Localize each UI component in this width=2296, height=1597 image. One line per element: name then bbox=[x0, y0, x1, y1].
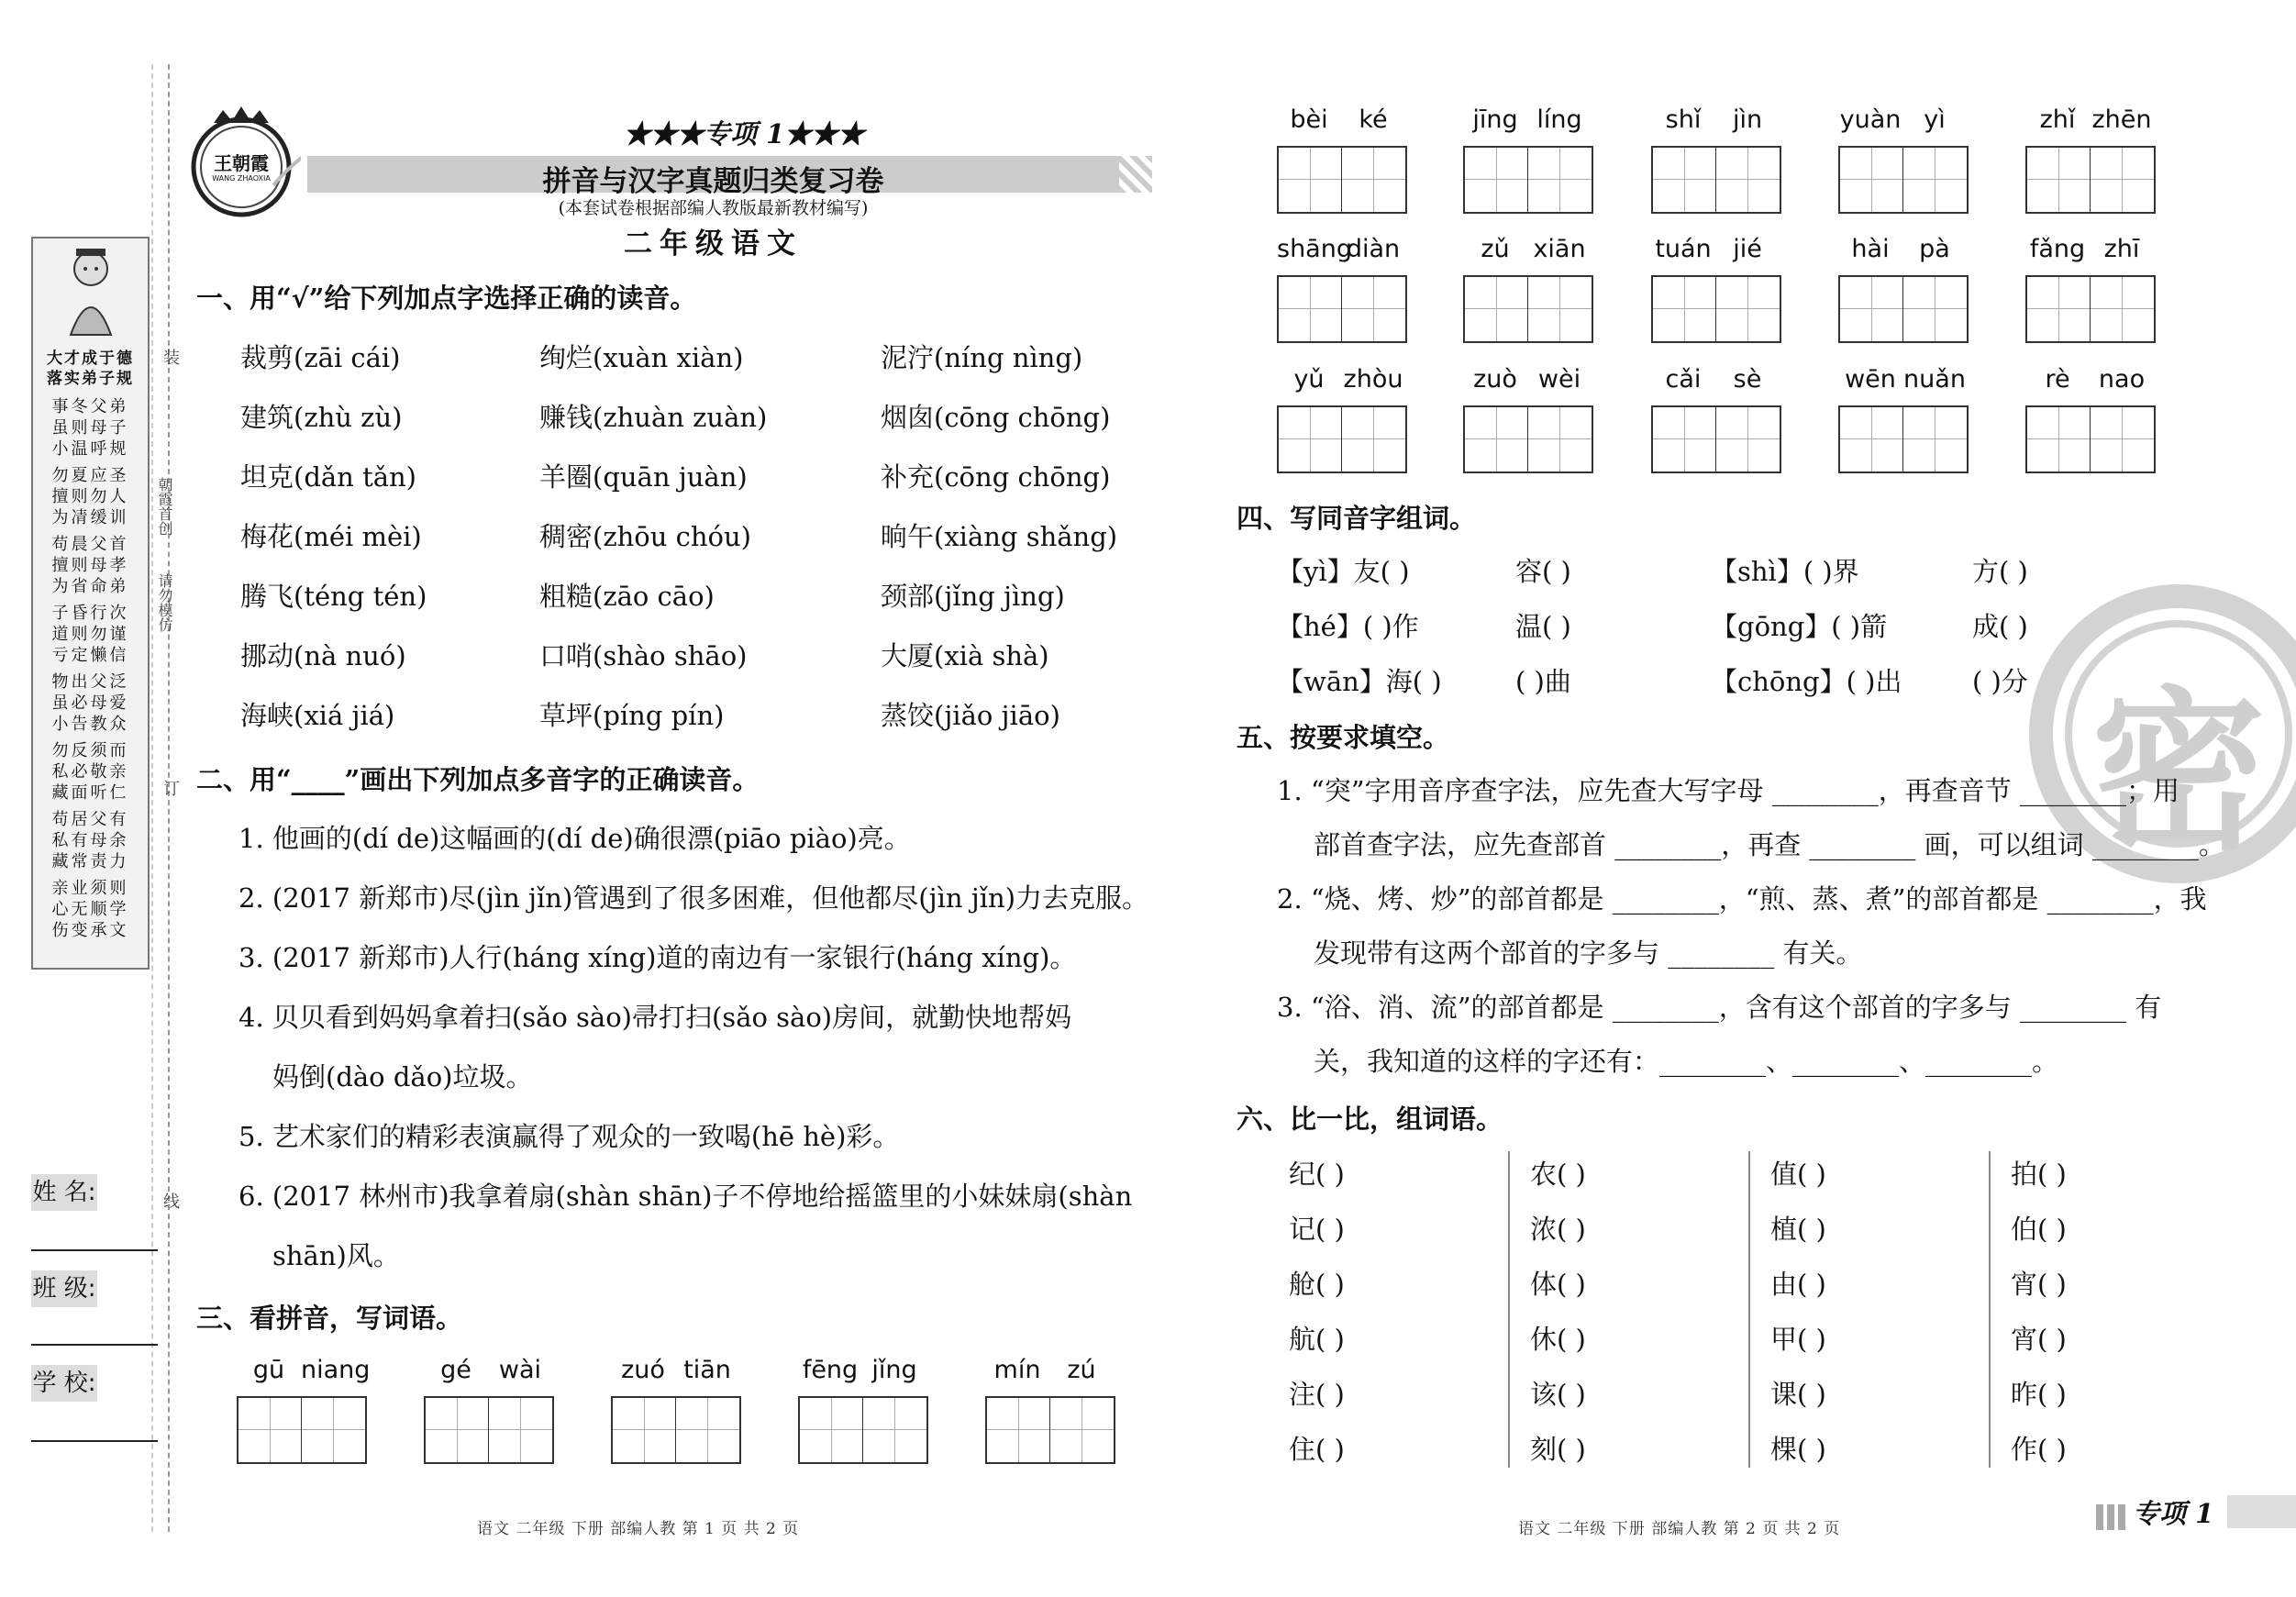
grid-cell[interactable] bbox=[1465, 277, 1528, 341]
polyphone-sentence[interactable]: 5. 艺术家们的精彩表演赢得了观众的一致喝(hē hè)彩。 bbox=[238, 1121, 900, 1152]
reading-choice-item[interactable]: 草坪(píng pín) bbox=[539, 700, 725, 731]
pinyin-syllable: nao bbox=[2098, 365, 2146, 394]
pinyin-syllable: zǔ bbox=[1481, 235, 1510, 263]
compare-word-item[interactable]: 由( ) bbox=[1770, 1269, 1826, 1300]
fill-blank-line[interactable]: 部首查字法，应先查部首 ________，再查 ________ 画，可以组词 ________。 bbox=[1314, 829, 2225, 860]
motto-line: 心无顺学 bbox=[51, 900, 129, 919]
pinyin-label bbox=[611, 1356, 741, 1391]
s3-heading: 三、看拼音，写词语。 bbox=[196, 1303, 463, 1334]
writing-grid[interactable] bbox=[611, 1396, 741, 1464]
reading-choice-item[interactable]: 建筑(zhù zù) bbox=[240, 402, 403, 433]
polyphone-sentence[interactable]: 妈倒(dào dǎo)垃圾。 bbox=[272, 1061, 533, 1092]
pinyin-syllable: yuàn bbox=[1839, 105, 1902, 134]
motto-line: 藏面听仁 bbox=[51, 783, 129, 803]
motto-line: 私有母余 bbox=[51, 831, 129, 850]
compare-word-item[interactable]: 农( ) bbox=[1530, 1159, 1586, 1190]
pinyin-syllable: shāng bbox=[1277, 235, 1352, 263]
special-tag: ★★★专项 1★★★ bbox=[624, 118, 865, 150]
motto-line: 为凊缓训 bbox=[51, 508, 129, 527]
grid-cell[interactable] bbox=[2091, 148, 2154, 212]
grid-cell[interactable] bbox=[1342, 407, 1405, 471]
grid-cell[interactable] bbox=[2027, 277, 2091, 341]
class-label: 班 级: bbox=[31, 1270, 97, 1307]
compare-word-item[interactable]: 甲( ) bbox=[1770, 1324, 1826, 1355]
motto-line: 亲业须则 bbox=[51, 879, 129, 898]
pinyin-label bbox=[1463, 365, 1593, 400]
brand-logo bbox=[182, 103, 301, 222]
pinyin-word-item[interactable] bbox=[1838, 105, 1969, 214]
grid-cell[interactable] bbox=[2091, 277, 2154, 341]
grid-cell[interactable] bbox=[1279, 148, 1342, 212]
motto-line: 苟居父有 bbox=[51, 810, 129, 829]
compare-word-item[interactable]: 住( ) bbox=[1289, 1434, 1345, 1465]
pinyin-syllable: nuǎn bbox=[1903, 365, 1966, 394]
writing-grid[interactable] bbox=[2025, 275, 2156, 343]
pinyin-syllable: yì bbox=[1924, 105, 1946, 134]
grid-cell[interactable] bbox=[1279, 277, 1342, 341]
logo-sub: WANG ZHAOXIA bbox=[212, 174, 271, 183]
polyphone-sentence[interactable]: 3. (2017 新郑市)人行(háng xíng)道的南边有一家银行(háng xíng)。 bbox=[238, 942, 1077, 973]
title-bar-pattern bbox=[1119, 156, 1152, 193]
grid-cell[interactable] bbox=[1903, 407, 1967, 471]
binding-dash-line bbox=[168, 64, 170, 1532]
pinyin-syllable: bèi bbox=[1290, 105, 1328, 134]
grid-cell[interactable] bbox=[2091, 407, 2154, 471]
pinyin-label bbox=[1651, 235, 1781, 270]
motto-line: 虽则母子 bbox=[51, 418, 129, 438]
pinyin-syllable: diàn bbox=[1346, 235, 1401, 263]
binding-dash-line-2 bbox=[151, 64, 153, 1532]
pinyin-syllable: gū bbox=[252, 1356, 285, 1384]
grid-cell[interactable] bbox=[676, 1398, 739, 1462]
reading-choice-item[interactable]: 绚烂(xuàn xiàn) bbox=[539, 342, 744, 373]
motto-line: 私必敬亲 bbox=[51, 762, 129, 782]
writing-grid[interactable] bbox=[1277, 405, 1407, 473]
footer-right: 语文 二年级 下册 部编人教 第 2 页 共 2 页 bbox=[1518, 1520, 1841, 1538]
grid-cell[interactable] bbox=[1342, 148, 1405, 212]
pinyin-label bbox=[1463, 105, 1593, 140]
polyphone-sentence[interactable]: 1. 他画的(dí de)这幅画的(dí de)确很漂(piāo piào)亮。 bbox=[238, 823, 911, 854]
pinyin-syllable: xiān bbox=[1533, 235, 1586, 263]
pinyin-word-item[interactable] bbox=[1277, 235, 1407, 343]
motto-box bbox=[31, 237, 150, 970]
pinyin-syllable: wài bbox=[498, 1356, 542, 1384]
grid-cell[interactable] bbox=[2027, 407, 2091, 471]
compare-word-item[interactable]: 植( ) bbox=[1770, 1214, 1826, 1245]
pinyin-label bbox=[237, 1356, 371, 1391]
s5-heading: 五、按要求填空。 bbox=[1237, 722, 1450, 753]
grid-cell[interactable] bbox=[1528, 407, 1592, 471]
writing-grid[interactable] bbox=[1463, 146, 1593, 214]
compare-word-item[interactable]: 休( ) bbox=[1530, 1324, 1586, 1355]
polyphone-sentence[interactable]: shān)风。 bbox=[272, 1240, 400, 1271]
compare-word-item[interactable]: 纪( ) bbox=[1289, 1159, 1345, 1190]
grid-cell[interactable] bbox=[238, 1398, 302, 1462]
pinyin-label bbox=[424, 1356, 554, 1391]
reading-choice-item[interactable]: 烟囱(cōng chōng) bbox=[881, 402, 1111, 433]
motto-line: 擅则母孝 bbox=[51, 556, 129, 575]
homophone-item[interactable]: 方( ) bbox=[1972, 556, 2028, 587]
fill-blank-line[interactable]: 2. “烧、烤、炒”的部首都是 ________，“煎、蒸、煮”的部首都是 ________，我 bbox=[1277, 883, 2207, 915]
scholar-figure-icon bbox=[33, 238, 148, 349]
pinyin-syllable: sè bbox=[1733, 365, 1762, 394]
grid-cell[interactable] bbox=[1716, 148, 1780, 212]
writing-grid[interactable] bbox=[798, 1396, 928, 1464]
grid-cell[interactable] bbox=[1528, 277, 1592, 341]
secret-stamp bbox=[2027, 582, 2296, 885]
motto-line: 擅则勿人 bbox=[51, 487, 129, 506]
class-field[interactable] bbox=[31, 1344, 158, 1346]
s2-heading: 二、用“____”画出下列加点多音字的正确读音。 bbox=[196, 764, 760, 795]
compare-word-item[interactable]: 该( ) bbox=[1530, 1379, 1586, 1410]
school-label: 学 校: bbox=[31, 1365, 97, 1402]
pinyin-word-item[interactable] bbox=[1651, 235, 1781, 343]
homophone-item[interactable]: 【hé】( )作 bbox=[1277, 611, 1419, 642]
pinyin-syllable: zú bbox=[1067, 1356, 1096, 1384]
pinyin-label bbox=[1277, 365, 1407, 400]
compare-word-item[interactable]: 宵( ) bbox=[2011, 1269, 2067, 1300]
motto-line: 道则勿谨 bbox=[51, 625, 129, 644]
pinyin-label bbox=[2025, 105, 2156, 140]
brand-note-2: 请勿模仿 bbox=[156, 573, 173, 632]
reading-choice-item[interactable]: 泥泞(níng nìng) bbox=[881, 342, 1083, 373]
compare-word-item[interactable]: 航( ) bbox=[1289, 1324, 1345, 1355]
pinyin-label bbox=[798, 1356, 928, 1391]
pinyin-syllable: jīng bbox=[1472, 105, 1518, 134]
compare-word-item[interactable]: 浓( ) bbox=[1530, 1214, 1586, 1245]
reading-choice-item[interactable]: 晌午(xiàng shǎng) bbox=[881, 521, 1118, 552]
pinyin-syllable: zhòu bbox=[1343, 365, 1403, 394]
grid-cell[interactable] bbox=[1465, 407, 1528, 471]
pinyin-label bbox=[1651, 105, 1781, 140]
pinyin-word-item[interactable] bbox=[1651, 105, 1781, 214]
cut-label-zhuang: 装 bbox=[161, 349, 180, 365]
polyphone-sentence[interactable]: 4. 贝贝看到妈妈拿着扫(sǎo sào)帚打扫(sǎo sào)房间，就勤快地帮妈 bbox=[238, 1002, 1072, 1033]
footer-left: 语文 二年级 下册 部编人教 第 1 页 共 2 页 bbox=[477, 1520, 800, 1538]
pinyin-syllable: wēn bbox=[1845, 365, 1896, 394]
polyphone-sentence[interactable]: 6. (2017 林州市)我拿着扇(shàn shān)子不停地给摇篮里的小妹妹扇(shàn bbox=[238, 1181, 1133, 1212]
motto-line: 勿反须而 bbox=[51, 741, 129, 760]
grid-cell[interactable] bbox=[1716, 407, 1780, 471]
pinyin-word-item[interactable] bbox=[611, 1356, 741, 1464]
fill-blank-line[interactable]: 3. “浴、消、流”的部首都是 ________，含有这个部首的字多与 ________ 有 bbox=[1277, 992, 2162, 1023]
pinyin-word-item[interactable] bbox=[1277, 105, 1407, 214]
grid-cell[interactable] bbox=[1840, 277, 1903, 341]
pinyin-word-item[interactable] bbox=[1463, 365, 1593, 473]
grid-cell[interactable] bbox=[1465, 148, 1528, 212]
grid-cell[interactable] bbox=[1050, 1398, 1114, 1462]
pinyin-label bbox=[1838, 365, 1969, 400]
grid-cell[interactable] bbox=[800, 1398, 863, 1462]
writing-grid[interactable] bbox=[1838, 275, 1969, 343]
fill-blank-line[interactable]: 发现带有这两个部首的字多与 ________ 有关。 bbox=[1314, 937, 1863, 969]
writing-grid[interactable] bbox=[1277, 275, 1407, 343]
pinyin-word-item[interactable] bbox=[424, 1356, 554, 1464]
pinyin-syllable: cǎi bbox=[1665, 365, 1702, 394]
motto-line: 伤变承文 bbox=[51, 921, 129, 940]
school-field[interactable] bbox=[31, 1440, 158, 1442]
pinyin-syllable: wèi bbox=[1537, 365, 1581, 394]
reading-choice-item[interactable]: 粗糙(zāo cāo) bbox=[539, 581, 715, 612]
pinyin-label bbox=[1838, 105, 1969, 140]
grid-cell[interactable] bbox=[1342, 277, 1405, 341]
grid-cell[interactable] bbox=[1840, 148, 1903, 212]
grid-cell[interactable] bbox=[489, 1398, 552, 1462]
writing-grid[interactable] bbox=[1277, 146, 1407, 214]
pinyin-label bbox=[1838, 235, 1969, 270]
pinyin-word-item[interactable] bbox=[2025, 365, 2156, 473]
grid-cell[interactable] bbox=[1903, 148, 1967, 212]
subtitle: (本套试卷根据部编人教版最新教材编写) bbox=[558, 198, 869, 218]
compare-word-item[interactable]: 伯( ) bbox=[2011, 1214, 2067, 1245]
compare-word-item[interactable]: 值( ) bbox=[1770, 1159, 1826, 1190]
pinyin-word-item[interactable] bbox=[1651, 365, 1781, 473]
fill-blank-line[interactable]: 1. “突”字用音序查字法，应先查大写字母 ________，再查音节 ________；用 bbox=[1277, 775, 2180, 806]
pinyin-word-item[interactable] bbox=[1463, 235, 1593, 343]
compare-word-item[interactable]: 体( ) bbox=[1530, 1269, 1586, 1300]
homophone-item[interactable]: 【shì】( )界 bbox=[1711, 556, 1859, 587]
pinyin-word-item[interactable] bbox=[2025, 235, 2156, 343]
footer-tag: 专项 1 bbox=[2133, 1498, 2214, 1529]
motto-line: 子昏行次 bbox=[51, 604, 129, 623]
grid-cell[interactable] bbox=[1716, 277, 1780, 341]
motto-line: 小温呼规 bbox=[51, 439, 129, 459]
compare-word-item[interactable]: 昨( ) bbox=[2011, 1379, 2067, 1410]
reading-choice-item[interactable]: 坦克(dǎn tǎn) bbox=[240, 461, 416, 493]
pinyin-label bbox=[2025, 235, 2156, 270]
pinyin-syllable: rè bbox=[2045, 365, 2070, 394]
writing-grid[interactable] bbox=[424, 1396, 554, 1464]
homophone-item[interactable]: 【gōng】( )箭 bbox=[1711, 611, 1888, 642]
grid-cell[interactable] bbox=[613, 1398, 676, 1462]
homophone-item[interactable]: 温( ) bbox=[1515, 611, 1571, 642]
brand-note-1: 朝霞首创 bbox=[156, 477, 173, 536]
reading-choice-item[interactable]: 海峡(xiá jiá) bbox=[240, 700, 395, 731]
pinyin-word-item[interactable] bbox=[2025, 105, 2156, 214]
footer-tag-bar bbox=[2227, 1495, 2296, 1528]
motto-title: 大才成于德 落实弟子规 bbox=[47, 349, 134, 388]
grade-title: 二年级语文 bbox=[624, 227, 803, 261]
motto-line: 藏常责力 bbox=[51, 852, 129, 871]
grid-cell[interactable] bbox=[863, 1398, 926, 1462]
compare-word-item[interactable]: 刻( ) bbox=[1530, 1434, 1586, 1465]
pinyin-syllable: zhēn bbox=[2091, 105, 2152, 134]
cut-label-ding: 订 bbox=[161, 780, 180, 796]
writing-grid[interactable] bbox=[1838, 146, 1969, 214]
reading-choice-item[interactable]: 裁剪(zāi cái) bbox=[240, 342, 401, 373]
reading-choice-item[interactable]: 赚钱(zhuàn zuàn) bbox=[539, 402, 768, 433]
compare-word-item[interactable]: 拍( ) bbox=[2011, 1159, 2067, 1190]
grid-cell[interactable] bbox=[2027, 148, 2091, 212]
pinyin-syllable: shǐ bbox=[1665, 105, 1702, 134]
pinyin-label bbox=[1277, 105, 1407, 140]
motto-line: 亏定懒信 bbox=[51, 646, 129, 665]
pinyin-syllable: fǎng bbox=[2029, 235, 2086, 263]
pinyin-syllable: jié bbox=[1733, 235, 1762, 263]
pinyin-syllable: jìn bbox=[1732, 105, 1763, 134]
homophone-item[interactable]: 【yì】友( ) bbox=[1277, 556, 1410, 587]
writing-grid[interactable] bbox=[1651, 275, 1781, 343]
column-divider bbox=[1508, 1151, 1510, 1468]
motto-line: 事冬父弟 bbox=[51, 397, 129, 416]
fill-blank-line[interactable]: 关，我知道的这样的字还有：________、________、________。 bbox=[1314, 1046, 2059, 1077]
motto-line: 虽必母爱 bbox=[51, 693, 129, 713]
reading-choice-item[interactable]: 羊圈(quān juàn) bbox=[539, 461, 748, 493]
writing-grid[interactable] bbox=[2025, 405, 2156, 473]
grid-cell[interactable] bbox=[1903, 277, 1967, 341]
homophone-item[interactable]: ( )曲 bbox=[1515, 666, 1571, 697]
pinyin-word-item[interactable] bbox=[1838, 365, 1969, 473]
motto-text bbox=[33, 389, 148, 954]
writing-grid[interactable] bbox=[1838, 405, 1969, 473]
compare-word-item[interactable]: 注( ) bbox=[1289, 1379, 1345, 1410]
reading-choice-item[interactable]: 稠密(zhōu chóu) bbox=[539, 521, 751, 552]
pinyin-syllable: líng bbox=[1536, 105, 1582, 134]
pinyin-syllable: zuó bbox=[621, 1356, 665, 1384]
grid-cell[interactable] bbox=[302, 1398, 365, 1462]
pinyin-word-item[interactable] bbox=[1277, 365, 1407, 473]
writing-grid[interactable] bbox=[1463, 275, 1593, 343]
reading-choice-item[interactable]: 蒸饺(jiǎo jiāo) bbox=[881, 700, 1060, 731]
pinyin-syllable: hài bbox=[1851, 235, 1890, 263]
homophone-item[interactable]: 【chōng】( )出 bbox=[1711, 666, 1902, 697]
pinyin-syllable: jǐng bbox=[871, 1356, 917, 1384]
writing-grid[interactable] bbox=[1651, 146, 1781, 214]
homophone-item[interactable]: 【wān】海( ) bbox=[1277, 666, 1442, 697]
pinyin-word-item[interactable] bbox=[798, 1356, 928, 1464]
pinyin-syllable: yǔ bbox=[1293, 365, 1325, 394]
footer-tag-pattern bbox=[2096, 1504, 2128, 1530]
motto-line: 苟晨父首 bbox=[51, 535, 129, 554]
motto-line: 小告教众 bbox=[51, 715, 129, 734]
grid-cell[interactable] bbox=[1528, 148, 1592, 212]
pinyin-syllable: tiān bbox=[683, 1356, 731, 1384]
pinyin-word-item[interactable] bbox=[1463, 105, 1593, 214]
pinyin-label bbox=[1651, 365, 1781, 400]
pinyin-syllable: zhǐ bbox=[2039, 105, 2076, 134]
pinyin-syllable: niang bbox=[301, 1356, 371, 1384]
compare-word-item[interactable]: 作( ) bbox=[2011, 1434, 2067, 1465]
stamp-char: 密 bbox=[2091, 670, 2266, 874]
grid-cell[interactable] bbox=[987, 1398, 1050, 1462]
s6-heading: 六、比一比，组词语。 bbox=[1237, 1103, 1503, 1135]
pinyin-syllable: fēng bbox=[802, 1356, 859, 1384]
homophone-item[interactable]: 成( ) bbox=[1972, 611, 2028, 642]
compare-word-item[interactable]: 棵( ) bbox=[1770, 1434, 1826, 1465]
homophone-item[interactable]: 容( ) bbox=[1515, 556, 1571, 587]
pinyin-label bbox=[2025, 365, 2156, 400]
writing-grid[interactable] bbox=[1651, 405, 1781, 473]
reading-choice-item[interactable]: 颈部(jǐng jìng) bbox=[881, 581, 1065, 612]
name-field[interactable] bbox=[31, 1249, 158, 1251]
column-divider bbox=[1989, 1151, 1991, 1468]
compare-word-item[interactable]: 课( ) bbox=[1770, 1379, 1826, 1410]
pinyin-syllable: zhī bbox=[2103, 235, 2140, 263]
pinyin-syllable: zuò bbox=[1473, 365, 1517, 394]
pinyin-label bbox=[985, 1356, 1115, 1391]
reading-choice-item[interactable]: 口哨(shào shāo) bbox=[539, 640, 748, 671]
pinyin-label bbox=[1463, 235, 1593, 270]
polyphone-sentence[interactable]: 2. (2017 新郑市)尽(jìn jǐn)管遇到了很多困难，但他都尽(jìn jǐn)力去克服。 bbox=[238, 882, 1149, 914]
motto-line: 勿夏应圣 bbox=[51, 466, 129, 485]
compare-word-item[interactable]: 舱( ) bbox=[1289, 1269, 1345, 1300]
cut-label-xian: 线 bbox=[161, 1192, 180, 1209]
reading-choice-item[interactable]: 挪动(nà nuó) bbox=[240, 640, 406, 671]
reading-choice-item[interactable]: 补充(cōng chōng) bbox=[881, 461, 1111, 493]
pinyin-syllable: tuán bbox=[1655, 235, 1712, 263]
pinyin-word-item[interactable] bbox=[985, 1356, 1115, 1464]
logo-text: 王朝霞 bbox=[214, 152, 269, 174]
reading-choice-item[interactable]: 大厦(xià shà) bbox=[881, 640, 1049, 671]
writing-grid[interactable] bbox=[1463, 405, 1593, 473]
main-title: 拼音与汉字真题归类复习卷 bbox=[542, 165, 884, 198]
pinyin-syllable: pà bbox=[1919, 235, 1950, 263]
pinyin-syllable: ké bbox=[1359, 105, 1388, 134]
motto-line: 物出父泛 bbox=[51, 672, 129, 692]
writing-grid[interactable] bbox=[237, 1396, 367, 1464]
writing-grid[interactable] bbox=[2025, 146, 2156, 214]
pinyin-label bbox=[1277, 235, 1407, 270]
reading-choice-item[interactable]: 梅花(méi mèi) bbox=[240, 521, 422, 552]
grid-cell[interactable] bbox=[1653, 407, 1716, 471]
grid-cell[interactable] bbox=[1279, 407, 1342, 471]
pinyin-syllable: gé bbox=[440, 1356, 471, 1384]
compare-word-item[interactable]: 宵( ) bbox=[2011, 1324, 2067, 1355]
writing-grid[interactable] bbox=[985, 1396, 1115, 1464]
pinyin-word-item[interactable] bbox=[1838, 235, 1969, 343]
grid-cell[interactable] bbox=[1653, 148, 1716, 212]
s4-heading: 四、写同音字组词。 bbox=[1237, 503, 1477, 534]
reading-choice-item[interactable]: 腾飞(téng tén) bbox=[240, 581, 427, 612]
grid-cell[interactable] bbox=[1653, 277, 1716, 341]
pinyin-syllable: mín bbox=[993, 1356, 1041, 1384]
motto-line: 为省命弟 bbox=[51, 577, 129, 596]
compare-word-item[interactable]: 记( ) bbox=[1289, 1214, 1345, 1245]
homophone-item[interactable]: ( )分 bbox=[1972, 666, 2028, 697]
grid-cell[interactable] bbox=[426, 1398, 489, 1462]
s1-heading: 一、用“√”给下列加点字选择正确的读音。 bbox=[196, 283, 697, 314]
column-divider bbox=[1748, 1151, 1750, 1468]
grid-cell[interactable] bbox=[1840, 407, 1903, 471]
pinyin-word-item[interactable] bbox=[237, 1356, 371, 1464]
name-label: 姓 名: bbox=[31, 1174, 97, 1211]
